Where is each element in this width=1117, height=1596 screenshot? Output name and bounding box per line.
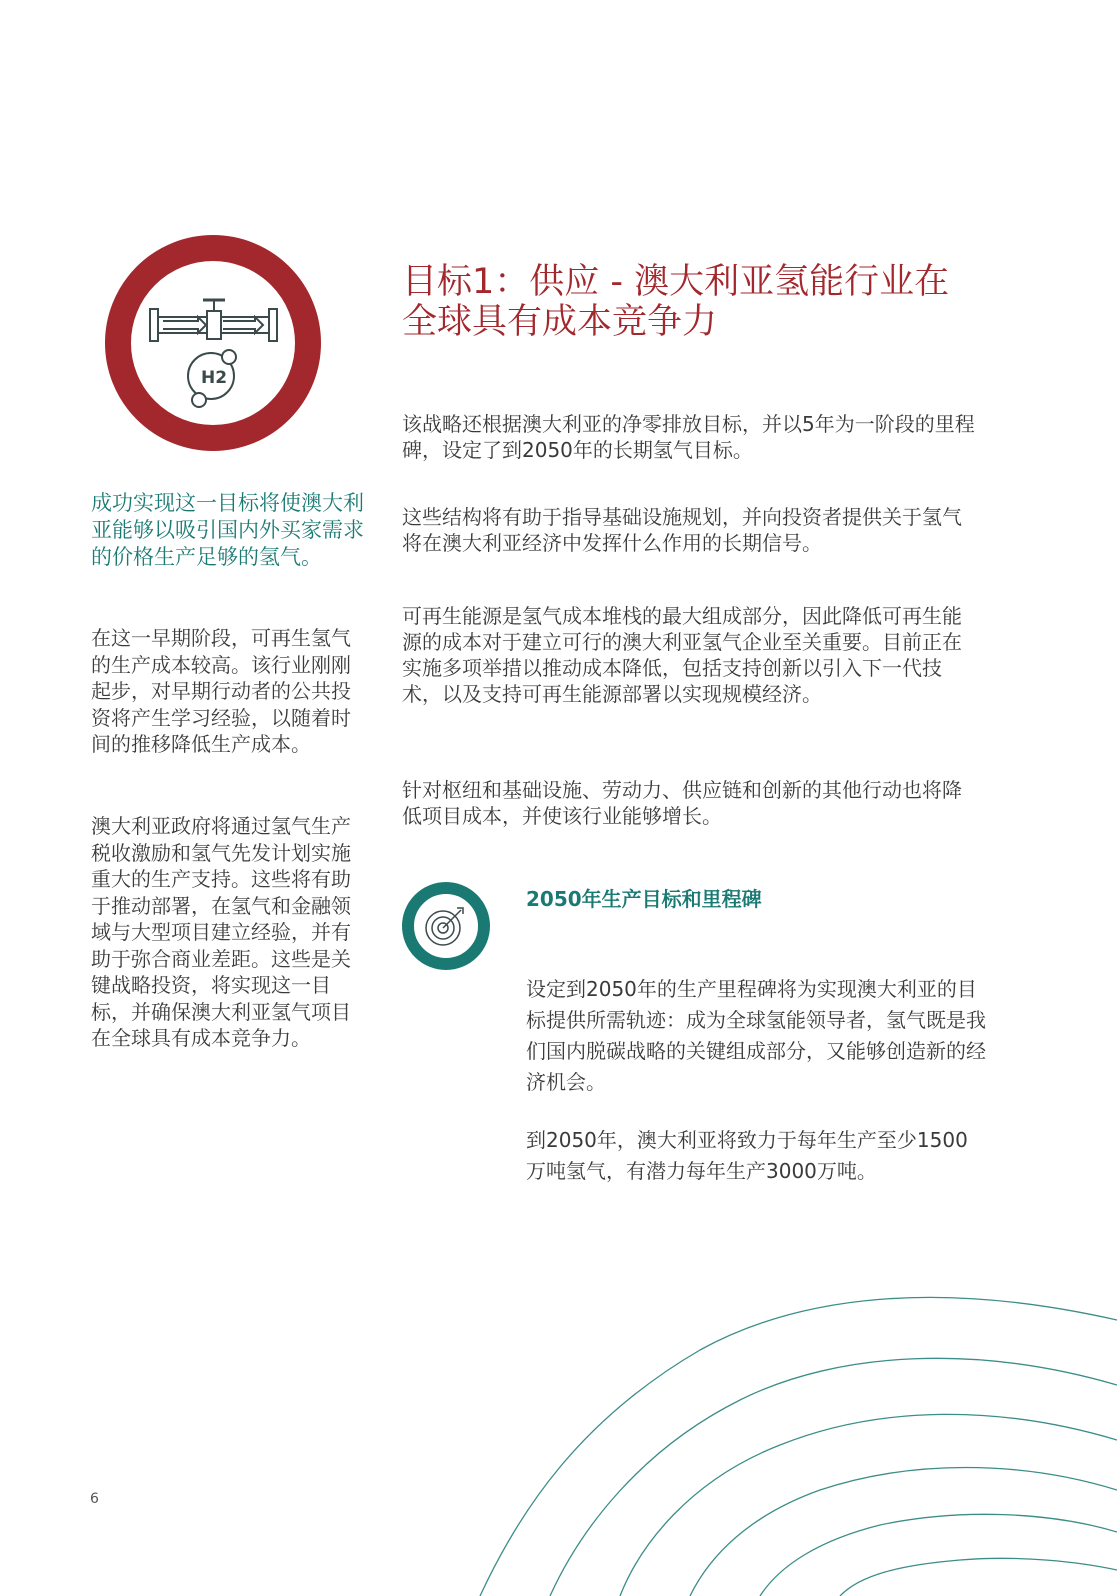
right-paragraph-1: 该战略还根据澳大利亚的净零排放目标，并以5年为一阶段的里程碑，设定了到2050年的长期氢气目标。: [402, 412, 975, 462]
left-paragraph-2: 澳大利亚政府将通过氢气生产税收激励和氢气先发计划实施重大的生产支持。这些将有助于推动部署，在氢气和金融领域与大型项目建立经验，并有助于弥合商业差距。这些是关键战略投资，将实现这一目标，并确保澳大利亚氢气项目在全球具有成本竞争力。: [91, 814, 351, 1050]
hydrogen-badge: [103, 233, 323, 453]
page-title: 目标1：供应 - 澳大利亚氢能行业在全球具有成本竞争力: [402, 262, 950, 342]
left-paragraph-1: 在这一早期阶段，可再生氢气的生产成本较高。该行业刚刚起步，对早期行动者的公共投资将产生学习经验，以随着时间的推移降低生产成本。: [91, 626, 351, 756]
right-paragraph-4: 针对枢纽和基础设施、劳动力、供应链和创新的其他行动也将降低项目成本，并使该行业能够增长。: [402, 778, 962, 828]
subsection-paragraph-1: 设定到2050年的生产里程碑将为实现澳大利亚的目标提供所需轨迹：成为全球氢能领导者，氢气既是我们国内脱碳战略的关键组成部分，又能够创造新的经济机会。: [526, 977, 986, 1094]
target-badge: [401, 881, 491, 971]
subsection-paragraph-2: 到2050年，澳大利亚将致力于每年生产至少1500万吨氢气，有潜力每年生产3000万吨。: [526, 1128, 968, 1183]
hydrogen-pipeline-icon: [103, 233, 323, 453]
contour-decoration: [440, 1280, 1117, 1596]
right-paragraph-3: 可再生能源是氢气成本堆栈的最大组成部分，因此降低可再生能源的成本对于建立可行的澳大利亚氢气企业至关重要。目前正在实施多项举措以推动成本降低，包括支持创新以引入下一代技术，以及支持可再生能源部署以实现规模经济。: [402, 604, 962, 706]
target-icon: [401, 881, 491, 971]
subsection-title: 2050年生产目标和里程碑: [526, 887, 762, 911]
right-paragraph-2: 这些结构将有助于指导基础设施规划，并向投资者提供关于氢气将在澳大利亚经济中发挥什么作用的长期信号。: [402, 505, 962, 555]
h2-label: H2: [201, 368, 228, 388]
page-number: 6: [90, 1491, 99, 1507]
callout-text: 成功实现这一目标将使澳大利亚能够以吸引国内外买家需求的价格生产足够的氢气。: [91, 491, 364, 569]
